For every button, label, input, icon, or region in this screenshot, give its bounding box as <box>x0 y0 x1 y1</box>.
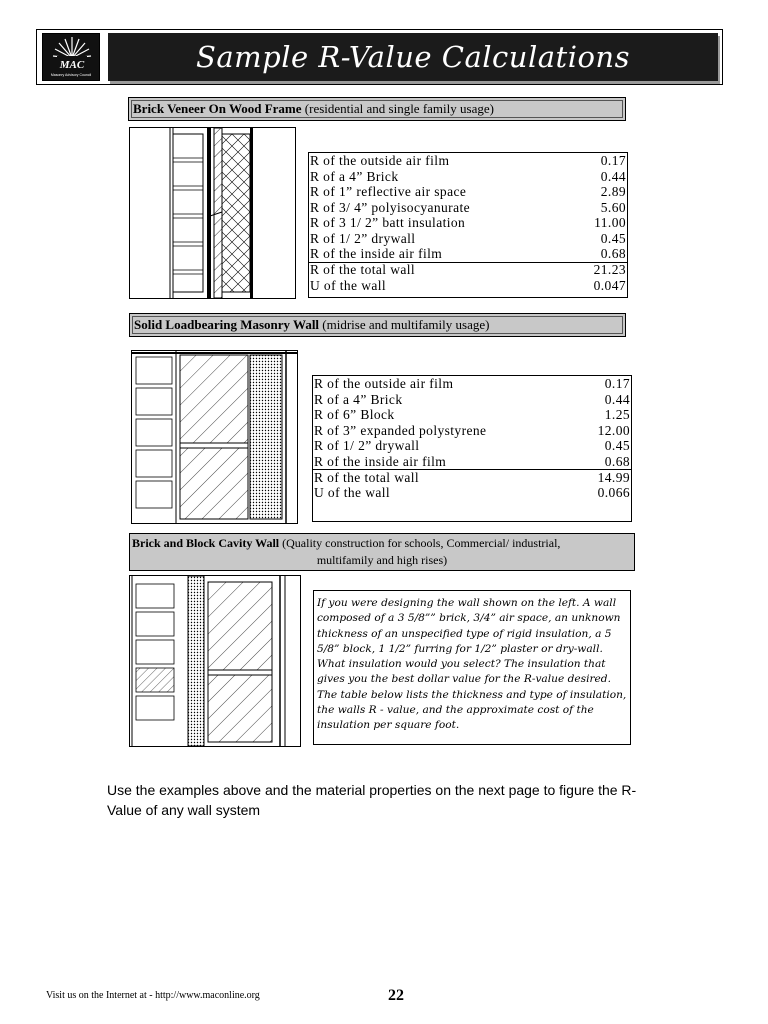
table-row: R of the inside air film 0.68 <box>314 453 630 469</box>
section-header-solid-masonry <box>129 313 626 337</box>
table-row: R of the outside air film 0.17 <box>314 376 630 391</box>
table-row: R of 3 1/ 2” batt insulation 11.00 <box>310 215 626 230</box>
section-subtitle-line1: (Quality construction for schools, Commercial/ industrial, <box>282 536 561 550</box>
section-subtitle: (midrise and multifamily usage) <box>322 317 490 332</box>
page-title: Sample R-Value Calculations <box>196 40 630 74</box>
table-row: R of 1/ 2” drywall 0.45 <box>310 230 626 246</box>
total-row: R of the total wall 21.23 <box>310 262 626 277</box>
section-title: Solid Loadbearing Masonry Wall <box>134 317 320 332</box>
wall-section-drawing-solid-masonry <box>131 350 298 524</box>
table-row: R of the inside air film 0.68 <box>310 246 626 261</box>
section-header-cavity-wall <box>129 533 635 571</box>
total-row: R of the total wall 14.99 <box>314 469 630 485</box>
table-row: R of 3/ 4” polyisocyanurate 5.60 <box>310 199 626 215</box>
table-row: R of 1/ 2” drywall 0.45 <box>314 438 630 453</box>
logo-subtext: Masonry Advisory Council <box>50 73 92 77</box>
table-row: R of 1” reflective air space 2.89 <box>310 184 626 199</box>
section-title: Brick and Block Cavity Wall <box>132 536 280 550</box>
u-value-row: U of the wall 0.066 <box>314 485 630 500</box>
note-text: If you were designing the wall shown on the left. A wall composed of a 3 5/8”” brick, 3/4” air space, an unknown thickness of an unspecified type of rigid insulation, a 5 5/8” block, 1 1/2” furring for 1/2” plaster or dry-wall. What insulation would you select? The insulation that gives you the best dollar value for the R-value desired. The table below lists the thickness and type of insulation, the walls R - value, and the approximate cost of the insulation per square foot. <box>317 597 627 732</box>
table-row: R of 3” expanded polystyrene 12.00 <box>314 422 630 438</box>
section-header-brick-veneer <box>128 97 626 121</box>
r-value-table-brick-veneer <box>308 152 628 298</box>
section-subtitle-line2: multifamily and high rises) <box>316 553 448 567</box>
instructions-text: Use the examples above and the material properties on the next page to figure the R-Value of any wall system <box>107 782 637 818</box>
r-value-table-solid-masonry <box>312 375 632 522</box>
table-row: R of a 4” Brick 0.44 <box>314 391 630 407</box>
wall-section-drawing-brick-veneer <box>129 127 296 299</box>
logo-letters: MAC <box>59 59 85 71</box>
footer-url: Visit us on the Internet at - http://www.maconline.org <box>46 990 260 1001</box>
table-row: R of a 4” Brick 0.44 <box>310 168 626 184</box>
table-row: R of the outside air film 0.17 <box>310 153 626 168</box>
section-subtitle: (residential and single family usage) <box>304 101 494 116</box>
section-title: Brick Veneer On Wood Frame <box>133 101 302 116</box>
design-exercise-note <box>313 590 631 745</box>
u-value-row: U of the wall 0.047 <box>310 277 626 293</box>
table-row: R of 6” Block 1.25 <box>314 407 630 422</box>
wall-section-drawing-cavity-wall <box>129 575 301 747</box>
mac-logo <box>42 33 100 81</box>
page-number: 22 <box>388 987 404 1004</box>
title-bar <box>108 33 718 81</box>
